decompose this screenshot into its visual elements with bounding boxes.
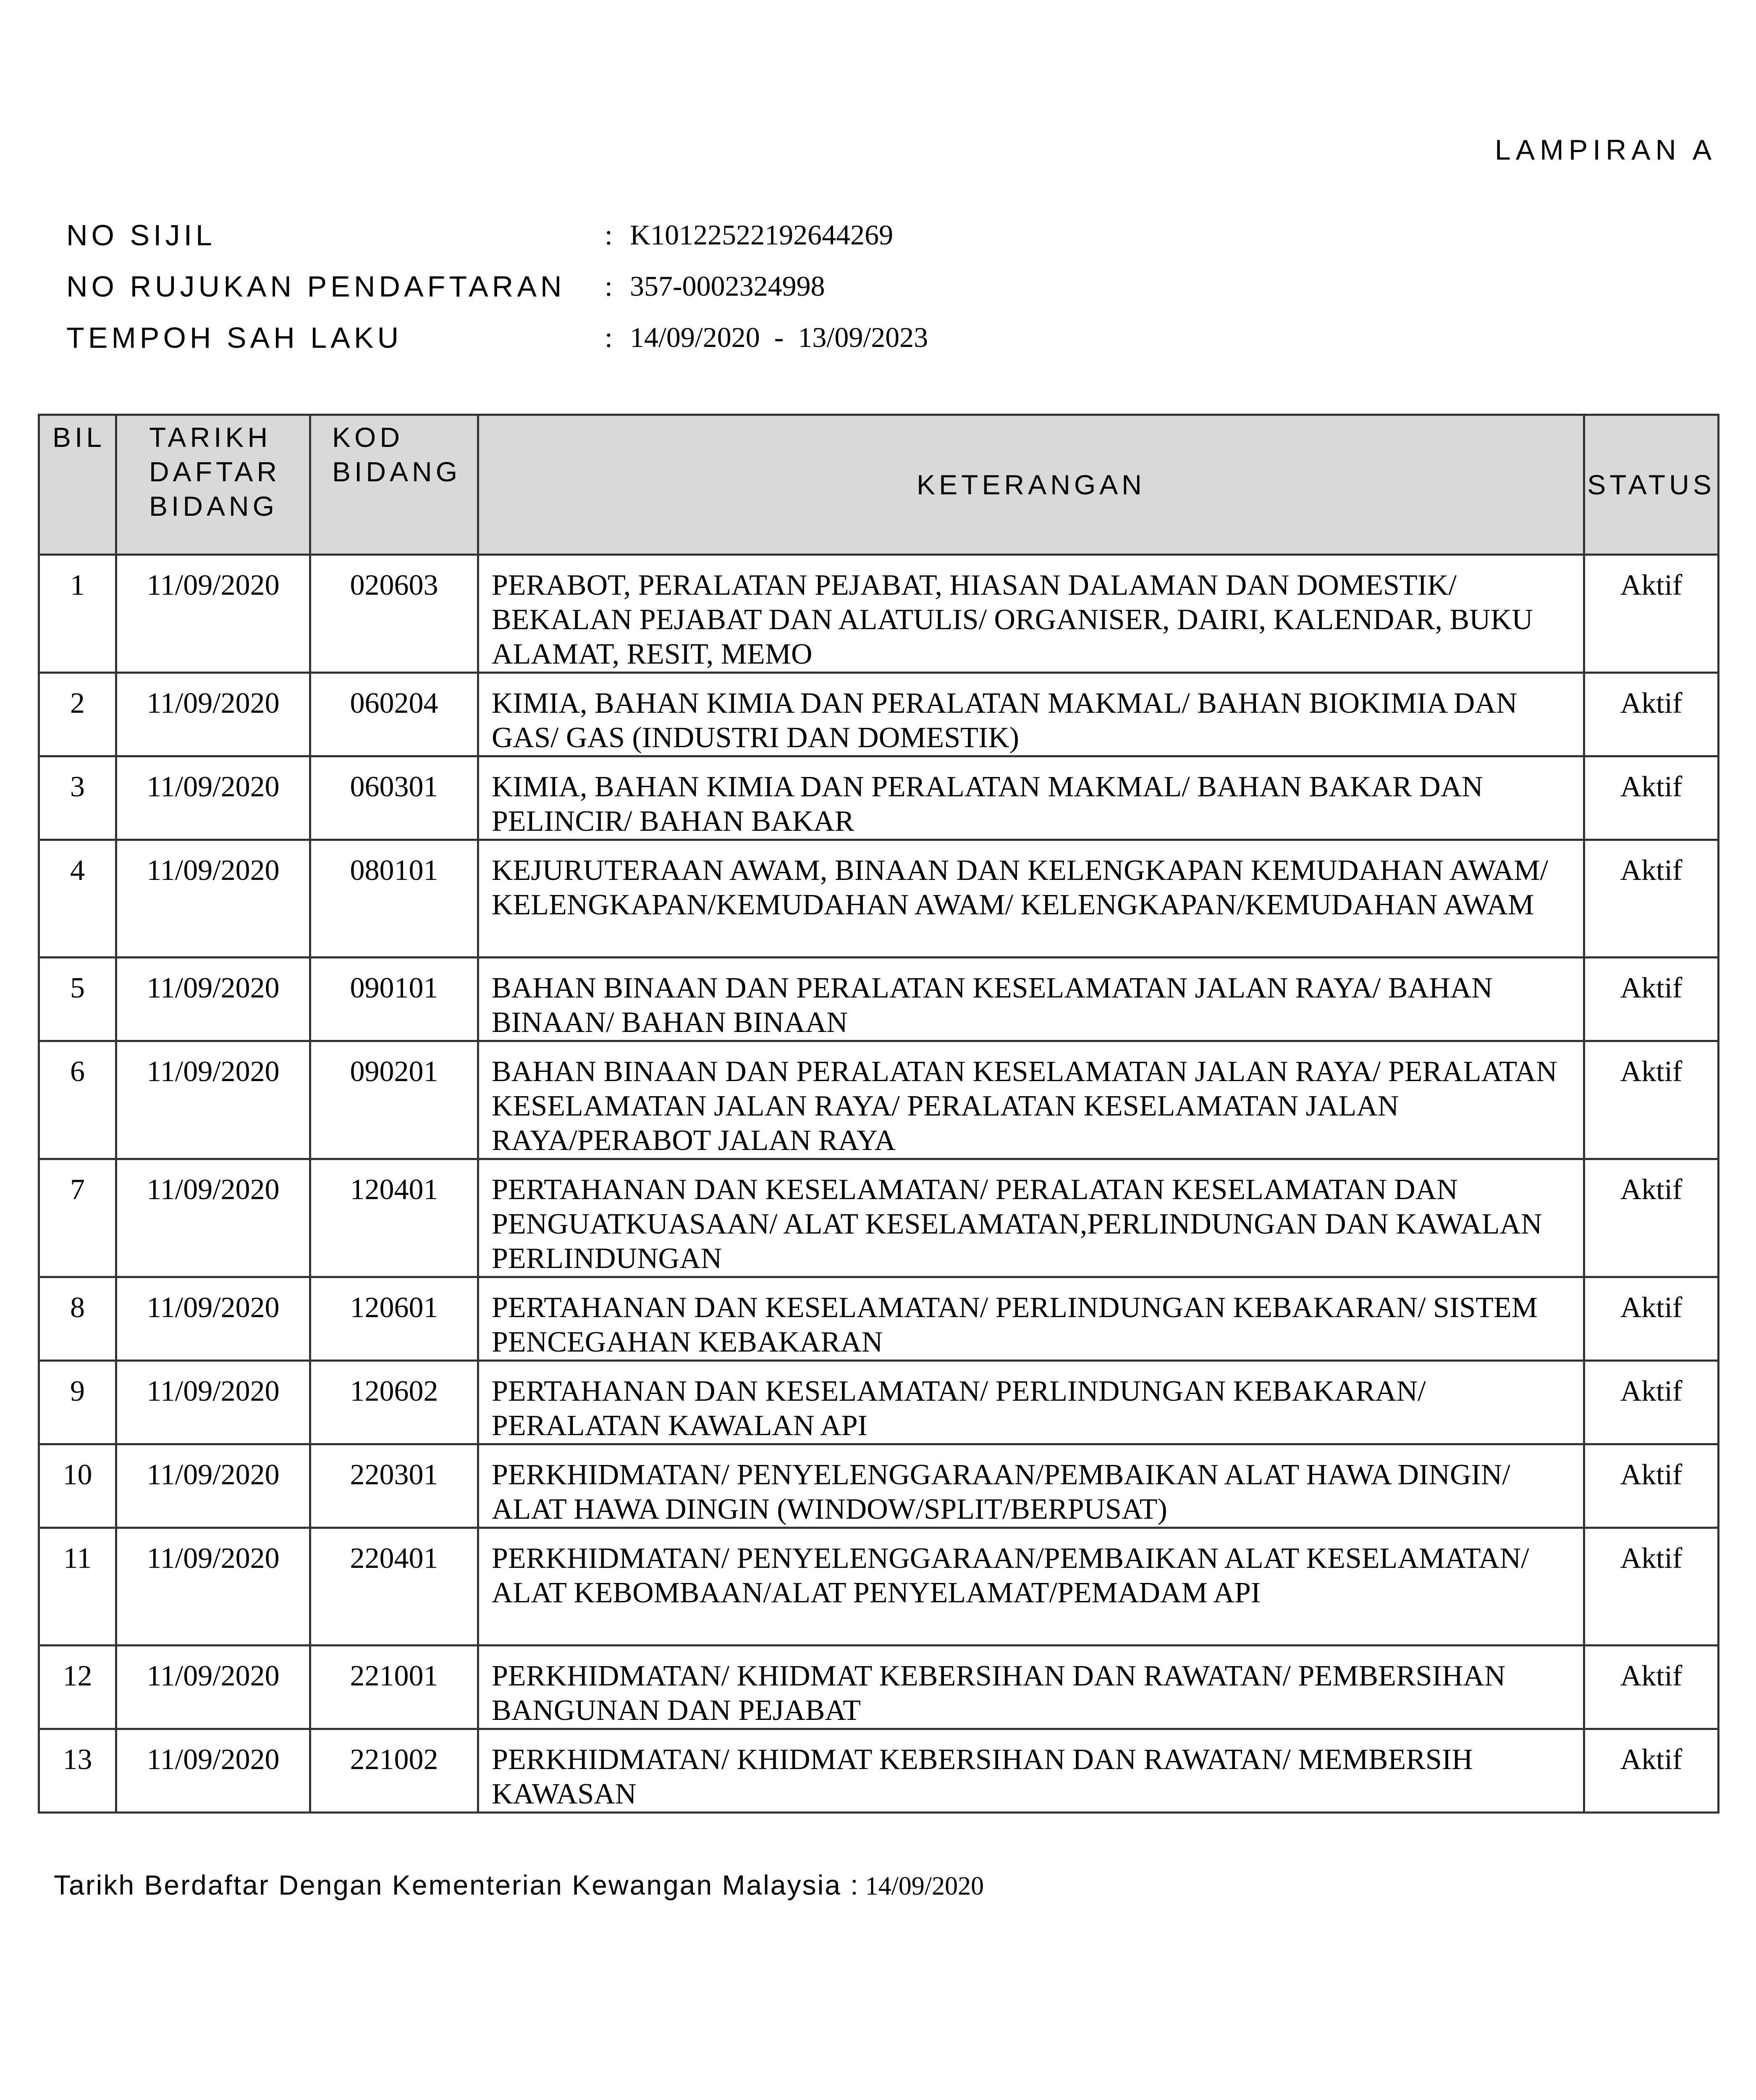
- cell-status: Aktif: [1584, 958, 1719, 1041]
- header-status: STATUS: [1584, 415, 1719, 555]
- cell-tarikh: 11/09/2020: [116, 1646, 310, 1729]
- cell-keterangan: PERABOT, PERALATAN PEJABAT, HIASAN DALAMAN DAN DOMESTIK/ BEKALAN PEJABAT DAN ALATULIS/ ORGANISER, DAIRI, KALENDAR, BUKU ALAMAT, RESIT, MEMO: [478, 555, 1584, 673]
- cell-status: Aktif: [1584, 673, 1719, 756]
- cell-bil: 2: [39, 673, 116, 756]
- table-row: [39, 1729, 1719, 1813]
- registration-date-footer: [54, 1869, 984, 1901]
- table-row: [39, 958, 1719, 1041]
- cell-status: Aktif: [1584, 756, 1719, 840]
- cell-kod: 020603: [310, 555, 478, 673]
- no-rujukan-label: NO RUJUKAN PENDAFTARAN: [66, 270, 566, 303]
- cell-bil: 7: [39, 1159, 116, 1277]
- header-bil: BIL: [39, 415, 116, 555]
- cell-keterangan: PERTAHANAN DAN KESELAMATAN/ PERALATAN KESELAMATAN DAN PENGUATKUASAAN/ ALAT KESELAMATAN,PERLINDUNGAN DAN KAWALAN PERLINDUNGAN: [478, 1159, 1584, 1277]
- table-row: [39, 1041, 1719, 1159]
- cell-tarikh: 11/09/2020: [116, 1444, 310, 1528]
- table-row: [39, 1444, 1719, 1528]
- no-sijil-value: K10122522192644269: [630, 219, 894, 251]
- table-row: [39, 1159, 1719, 1277]
- table-row: [39, 673, 1719, 756]
- cell-kod: 060301: [310, 756, 478, 840]
- cell-status: Aktif: [1584, 1277, 1719, 1361]
- cell-status: Aktif: [1584, 1729, 1719, 1813]
- cell-bil: 12: [39, 1646, 116, 1729]
- cell-bil: 6: [39, 1041, 116, 1159]
- cell-tarikh: 11/09/2020: [116, 1277, 310, 1361]
- cell-tarikh: 11/09/2020: [116, 673, 310, 756]
- cell-status: Aktif: [1584, 1159, 1719, 1277]
- cell-bil: 3: [39, 756, 116, 840]
- header-tarikh: TARIKH DAFTAR BIDANG: [116, 415, 310, 555]
- cell-keterangan: PERKHIDMATAN/ KHIDMAT KEBERSIHAN DAN RAWATAN/ PEMBERSIHAN BANGUNAN DAN PEJABAT: [478, 1646, 1584, 1729]
- footer-date: 14/09/2020: [865, 1872, 984, 1900]
- cell-kod: 221002: [310, 1729, 478, 1813]
- cell-keterangan: PERKHIDMATAN/ PENYELENGGARAAN/PEMBAIKAN ALAT HAWA DINGIN/ ALAT HAWA DINGIN (WINDOW/SPLIT/BERPUSAT): [478, 1444, 1584, 1528]
- cell-kod: 090101: [310, 958, 478, 1041]
- cell-keterangan: KIMIA, BAHAN KIMIA DAN PERALATAN MAKMAL/ BAHAN BAKAR DAN PELINCIR/ BAHAN BAKAR: [478, 756, 1584, 840]
- cell-kod: 060204: [310, 673, 478, 756]
- tempoh-value: 14/09/2020 - 13/09/2023: [630, 321, 928, 353]
- no-sijil-label: NO SIJIL: [66, 219, 216, 252]
- table-row: [39, 1528, 1719, 1646]
- cell-keterangan: PERTAHANAN DAN KESELAMATAN/ PERLINDUNGAN KEBAKARAN/ SISTEM PENCEGAHAN KEBAKARAN: [478, 1277, 1584, 1361]
- cell-bil: 1: [39, 555, 116, 673]
- cell-keterangan: BAHAN BINAAN DAN PERALATAN KESELAMATAN JALAN RAYA/ PERALATAN KESELAMATAN JALAN RAYA/ PERALATAN KESELAMATAN JALAN RAYA/PERABOT JALAN RAYA: [478, 1041, 1584, 1159]
- cell-status: Aktif: [1584, 1528, 1719, 1646]
- table-row: [39, 555, 1719, 673]
- tempoh-label: TEMPOH SAH LAKU: [66, 321, 403, 354]
- table-row: [39, 1361, 1719, 1444]
- cell-keterangan: KEJURUTERAAN AWAM, BINAAN DAN KELENGKAPAN KEMUDAHAN AWAM/ KELENGKAPAN/KEMUDAHAN AWAM/ KELENGKAPAN/KEMUDAHAN AWAM: [478, 840, 1584, 958]
- cell-kod: 221001: [310, 1646, 478, 1729]
- footer-label: Tarikh Berdaftar Dengan Kementerian Kewangan Malaysia :: [54, 1869, 860, 1900]
- cell-tarikh: 11/09/2020: [116, 1041, 310, 1159]
- cell-bil: 4: [39, 840, 116, 958]
- cell-status: Aktif: [1584, 1444, 1719, 1528]
- cell-status: Aktif: [1584, 1361, 1719, 1444]
- cell-kod: 220401: [310, 1528, 478, 1646]
- cell-tarikh: 11/09/2020: [116, 555, 310, 673]
- table-header-row: [39, 415, 1719, 555]
- cell-kod: 120601: [310, 1277, 478, 1361]
- cell-kod: 090201: [310, 1041, 478, 1159]
- colon: :: [605, 219, 613, 251]
- header-keterangan: KETERANGAN: [478, 415, 1584, 555]
- cell-status: Aktif: [1584, 840, 1719, 958]
- cell-tarikh: 11/09/2020: [116, 1528, 310, 1646]
- header-kod: KOD BIDANG: [310, 415, 478, 555]
- cell-bil: 13: [39, 1729, 116, 1813]
- table-row: [39, 1277, 1719, 1361]
- cell-tarikh: 11/09/2020: [116, 1159, 310, 1277]
- cell-status: Aktif: [1584, 1646, 1719, 1729]
- cell-keterangan: PERKHIDMATAN/ PENYELENGGARAAN/PEMBAIKAN ALAT KESELAMATAN/ ALAT KEBOMBAAN/ALAT PENYELAMAT/PEMADAM API: [478, 1528, 1584, 1646]
- cell-keterangan: KIMIA, BAHAN KIMIA DAN PERALATAN MAKMAL/ BAHAN BIOKIMIA DAN GAS/ GAS (INDUSTRI DAN DOMESTIK): [478, 673, 1584, 756]
- cell-keterangan: BAHAN BINAAN DAN PERALATAN KESELAMATAN JALAN RAYA/ BAHAN BINAAN/ BAHAN BINAAN: [478, 958, 1584, 1041]
- cell-bil: 8: [39, 1277, 116, 1361]
- cell-status: Aktif: [1584, 1041, 1719, 1159]
- cell-tarikh: 11/09/2020: [116, 1361, 310, 1444]
- cell-bil: 5: [39, 958, 116, 1041]
- no-rujukan-value: 357-0002324998: [630, 270, 825, 302]
- lampiran-label: LAMPIRAN A: [1495, 134, 1717, 166]
- colon: :: [605, 270, 613, 302]
- bidang-table: [38, 414, 1719, 1814]
- cell-bil: 9: [39, 1361, 116, 1444]
- cell-tarikh: 11/09/2020: [116, 756, 310, 840]
- cell-keterangan: PERTAHANAN DAN KESELAMATAN/ PERLINDUNGAN KEBAKARAN/ PERALATAN KAWALAN API: [478, 1361, 1584, 1444]
- cell-bil: 10: [39, 1444, 116, 1528]
- cell-tarikh: 11/09/2020: [116, 958, 310, 1041]
- table-row: [39, 840, 1719, 958]
- cell-status: Aktif: [1584, 555, 1719, 673]
- cell-tarikh: 11/09/2020: [116, 840, 310, 958]
- cell-kod: 080101: [310, 840, 478, 958]
- cell-kod: 120602: [310, 1361, 478, 1444]
- cell-tarikh: 11/09/2020: [116, 1729, 310, 1813]
- colon: :: [605, 321, 613, 353]
- table-row: [39, 756, 1719, 840]
- cell-keterangan: PERKHIDMATAN/ KHIDMAT KEBERSIHAN DAN RAWATAN/ MEMBERSIH KAWASAN: [478, 1729, 1584, 1813]
- table-row: [39, 1646, 1719, 1729]
- cell-kod: 120401: [310, 1159, 478, 1277]
- cell-kod: 220301: [310, 1444, 478, 1528]
- cell-bil: 11: [39, 1528, 116, 1646]
